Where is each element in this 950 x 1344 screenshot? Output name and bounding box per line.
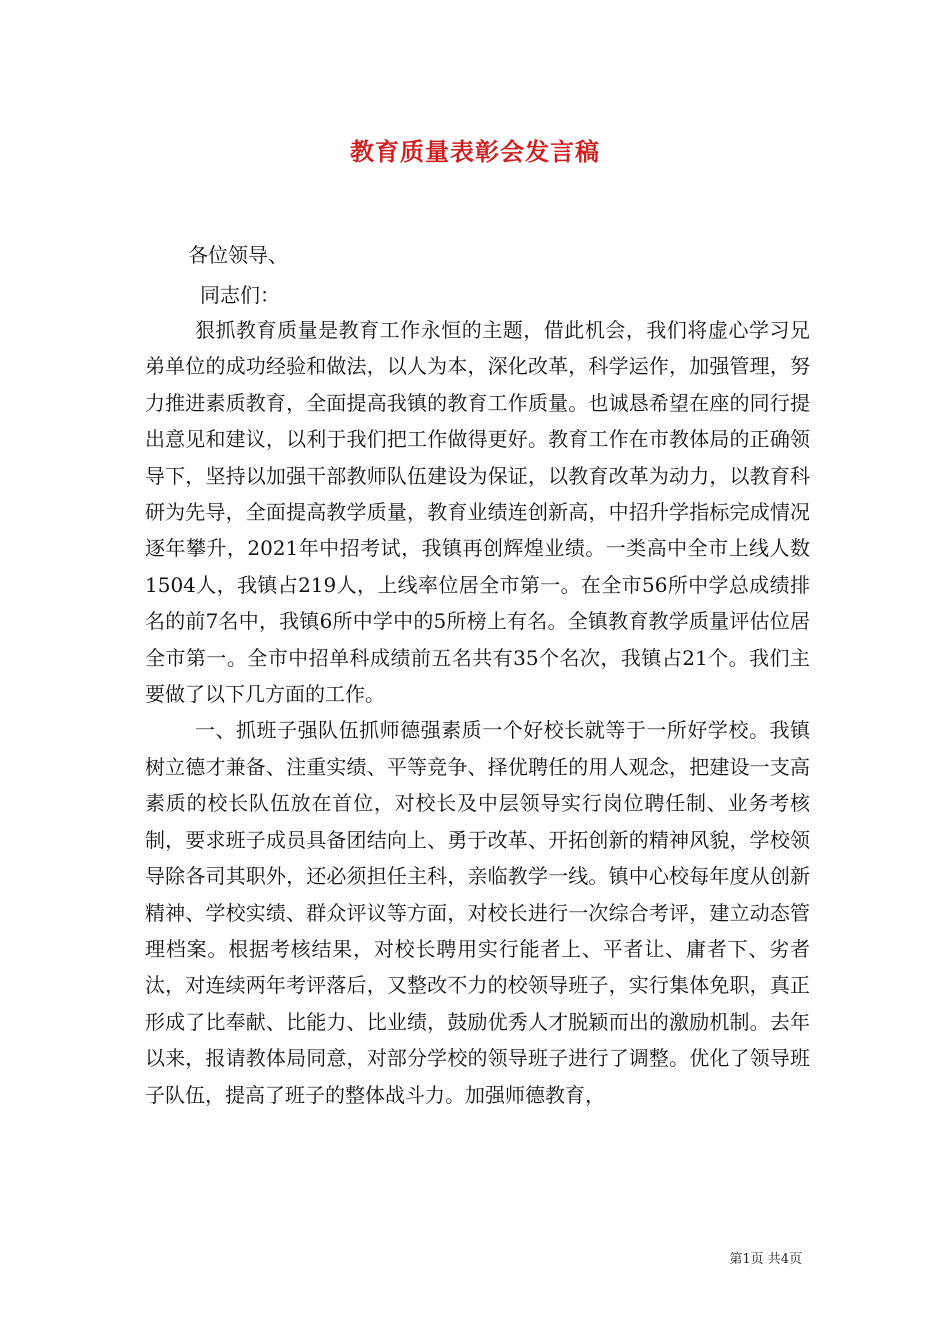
salutation-comrades: 同志们： <box>200 283 280 307</box>
paragraph-section-one: 一、抓班子强队伍抓师德强素质一个好校长就等于一所好学校。我镇树立德才兼备、注重实绩、平等竞争、择优聘任的用人观念，把建设一支高素质的校长队伍放在首位，对校长及中层领导实行岗位聘任制、业务考核制，要求班子成员具备团结向上、勇于改革、开拓创新的精神风貌，学校领导除各司其职外，还必须担任主科，亲临教学一线。镇中心校每年度从创新精神、学校实绩、群众评议等方面，对校长进行一次综合考评，建立动态管理档案。根据考核结果，对校长聘用实行能者上、平者让、庸者下、劣者汰，对连续两年考评落后，又整改不力的校领导班子，实行集体免职，真正形成了比奉献、比能力、比业绩，鼓励优秀人才脱颖而出的激励机制。去年以来，报请教体局同意，对部分学校的领导班子进行了调整。优化了领导班子队伍，提高了班子的整体战斗力。加强师德教育， <box>145 718 810 1107</box>
salutation-leaders: 各位领导、 <box>188 243 288 267</box>
paragraph-intro: 狠抓教育质量是教育工作永恒的主题，借此机会，我们将虚心学习兄弟单位的成功经验和做法，以人为本，深化改革，科学运作，加强管理，努力推进素质教育，全面提高我镇的教育工作质量。也诚恳希望在座的同行提出意见和建议，以利于我们把工作做得更好。教育工作在市教体局的正确领导下，坚持以加强干部教师队伍建设为保证，以教育改革为动力，以教育科研为先导，全面提高教学质量，教育业绩连创新高，中招升学指标完成情况逐年攀升，2021年中招考试，我镇再创辉煌业绩。一类高中全市上线人数1504人，我镇占219人，上线率位居全市第一。在全市56所中学总成绩排名的前7名中，我镇6所中学中的5所榜上有名。全镇教育教学质量评估位居全市第一。全市中招单科成绩前五名共有35个名次，我镇占21个。我们主要做了以下几方面的工作。 <box>145 318 810 707</box>
document-body <box>145 312 810 1113</box>
page-number-footer: 第1页 共4页 <box>729 1252 802 1267</box>
document-title: 教育质量表彰会发言稿 <box>350 137 600 166</box>
